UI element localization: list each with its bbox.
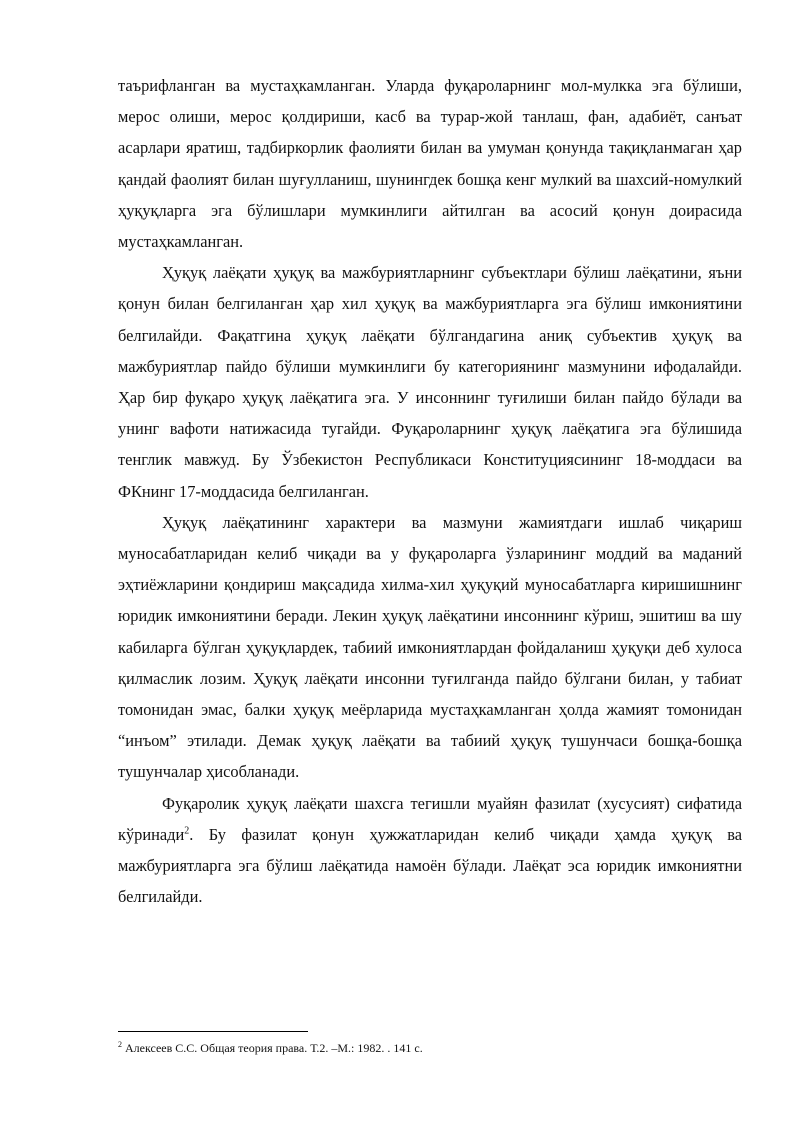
footnote (118, 1040, 742, 1056)
footnote-reference[interactable]: 2 (184, 825, 190, 837)
paragraph-3: Ҳуқуқ лаёқатининг характери ва мазмуни жамиятдаги ишлаб чиқариш муносабатларидан келиб чиқади ва у фуқароларга ўзларининг моддий ва маданий эҳтиёжларини қондириш мақсадида хилма-хил ҳуқуқий муносабатларга киришишнинг юридик имкониятини беради. Лекин ҳуқуқ лаёқатини инсоннинг кўриш, эшитиш ва шу кабиларга бўлган ҳуқуқлардек, табиий имкониятлардан фойдаланиш ҳуқуқи деб хулоса қилмаслик лозим. Ҳуқуқ лаёқати инсонни туғилганда пайдо бўлгани билан, у табиат томонидан эмас, балки ҳуқуқ меёрларида мустаҳкамланган ҳолда жамият томонидан “инъом” этилади. Демак ҳуқуқ лаёқати ва табиий ҳуқуқ тушунчаси бошқа-бошқа тушунчалар ҳисобланади. (118, 512, 742, 782)
paragraph-1: таърифланган ва мустаҳкамланган. Уларда фуқароларнинг мол-мулкка эга бўлиши, мерос олиши, мерос қолдириши, касб ва турар-жой танлаш, фан, адабиёт, санъат асарлари яратиш, тадбиркорлик фаолияти билан ва умуман қонунда тақиқланмаган ҳар қандай фаолият билан шуғулланиш, шунингдек бошқа кенг мулкий ва шахсий-номулкий ҳуқуқларга эга бўлишлари мумкинлиги айтилган ва асосий қонун доирасида мустаҳкамланган. (118, 76, 742, 252)
footnote-separator (118, 1031, 308, 1032)
paragraph-2: Ҳуқуқ лаёқати ҳуқуқ ва мажбуриятларнинг субъектлари бўлиш лаёқатини, яъни қонун билан белгиланган ҳар хил ҳуқуқ ва мажбуриятларга эга бўлиш имкониятини белгилайди. Фақатгина ҳуқуқ лаёқати бўлгандагина аниқ субъектив ҳуқуқ ва мажбуриятлар пайдо бўлиши мумкинлиги бу категориянинг мазмунини ифодалайди. Ҳар бир фуқаро ҳуқуқ лаёқатига эга. У инсоннинг туғилиши билан пайдо бўлади ва унинг вафоти натижасида тугайди. Фуқароларнинг ҳуқуқ лаёқатига эга бўлишида тенглик мавжуд. Бу Ўзбекистон Республикаси Конституциясининг 18-моддаси ва ФКнинг 17-моддасида белгиланган. (118, 263, 742, 501)
paragraph-4-text-after: . Бу фазилат қонун ҳужжатларидан келиб чиқади ҳамда ҳуқуқ ва мажбуриятларга эга бўлиш лаёқатида намоён бўлади. Лаёқат эса юридик имкониятни белгилайди. (118, 824, 742, 907)
footnote-number: 2 (118, 1040, 122, 1049)
page-body (118, 70, 742, 912)
footnote-text: Алексеев С.С. Общая теория права. Т.2. –М.: 1982. . 141 с. (122, 1041, 423, 1055)
paragraph-4-text-before: Фуқаролик ҳуқуқ лаёқати шахсга тегишли муайян фазилат (хусусият) сифатида кўринади (118, 793, 742, 844)
paragraph-4 (118, 788, 742, 913)
